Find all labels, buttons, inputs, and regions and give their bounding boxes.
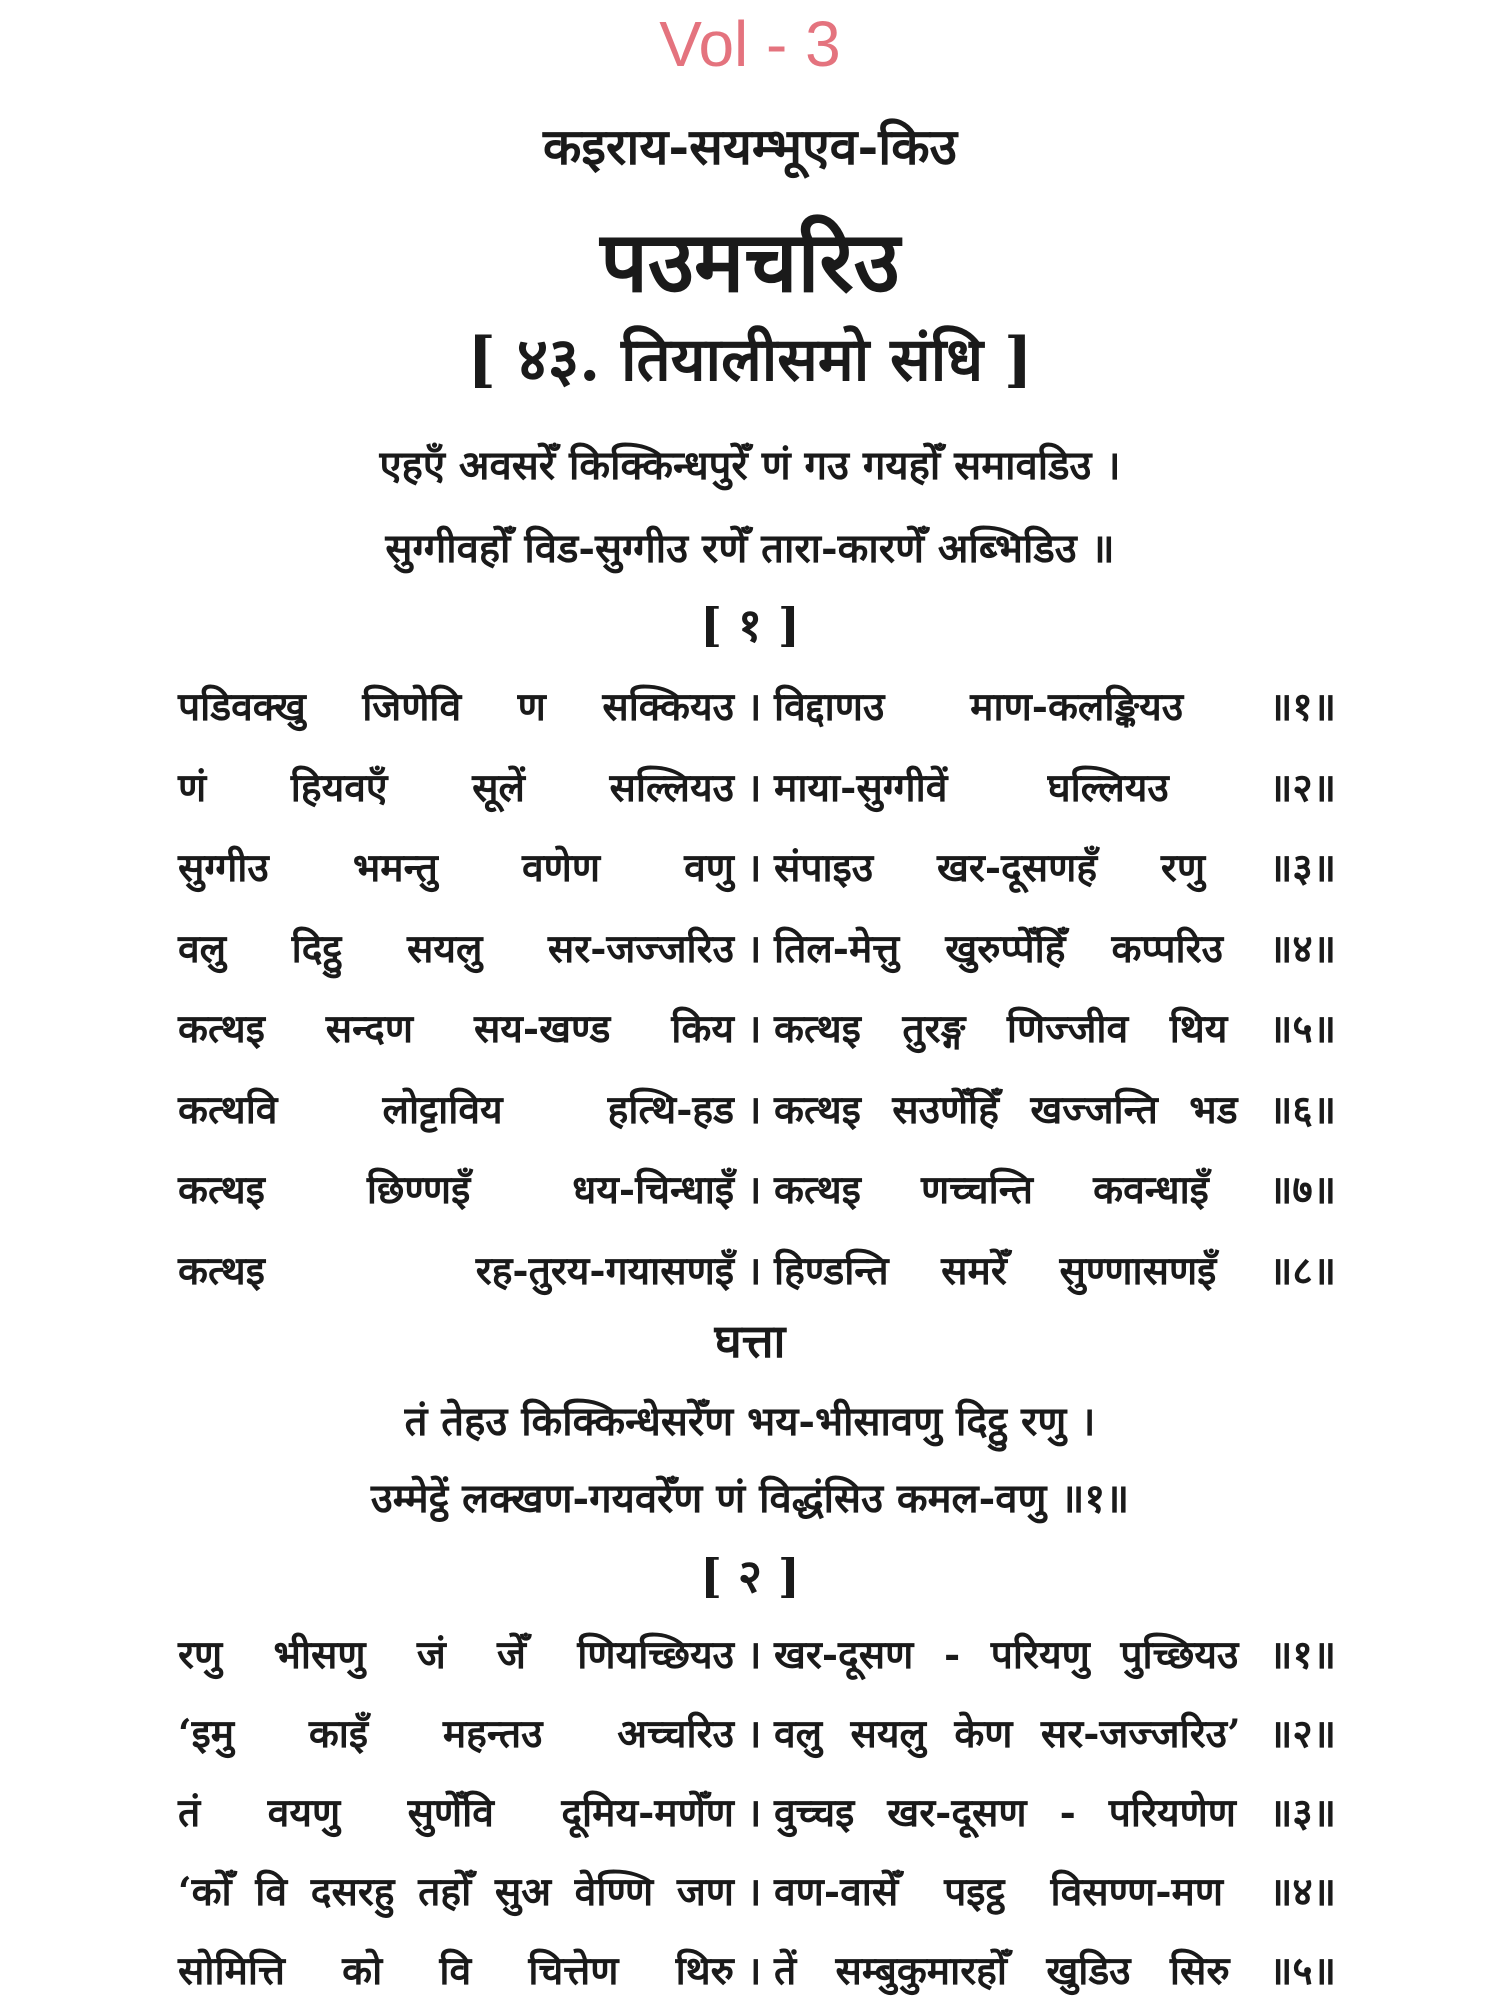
ghatta-line: तं तेहउ किक्किन्धेसरेँण भय-भीसावणु दिट्ठु रणु । (404, 1398, 1096, 1445)
ghatta-label: घत्ता (714, 1314, 786, 1368)
verse-word: खर-दूसणहँ (937, 845, 1098, 891)
verse-word: घल्लियउ (1047, 764, 1169, 811)
verse-word: वलु (774, 1711, 823, 1757)
verse-word: वेण्णि (574, 1869, 654, 1915)
verse-word: सर-जज्जरिउ (547, 925, 734, 972)
verse-first-half (178, 1785, 734, 1841)
verse-word: सयलु (406, 925, 483, 972)
verse-word: हियवएँ (290, 764, 388, 811)
verse-word: परियणु (990, 1632, 1090, 1678)
verse-word: पुच्छियउ (1120, 1632, 1239, 1678)
author-line: कइराय-सयम्भूएव-किउ (542, 117, 957, 176)
verse-word: जेँ (497, 1632, 526, 1678)
verse-second-half (774, 840, 1336, 896)
verse-line (178, 1082, 1336, 1138)
verse-word: रणु (178, 1632, 223, 1678)
verse-number: ॥२॥ (1268, 764, 1336, 811)
verse-word: वि (439, 1948, 472, 1994)
verse-number: ॥४॥ (1268, 925, 1336, 972)
verse-word: समरेँ (941, 1247, 1007, 1294)
verse-number: ॥६॥ (1268, 1086, 1336, 1133)
verse-word: णियच्छियउ (577, 1632, 734, 1678)
verse-word: रह-तुरय-गयासणइँ (475, 1247, 734, 1294)
verse-word: वणेण (521, 845, 601, 891)
verse-word: विद्दाणउ (774, 684, 885, 730)
verse-first-half (178, 1706, 734, 1762)
verse-word: भमन्तु (352, 845, 438, 891)
verse-first-half (178, 1001, 734, 1057)
danda-separator: । (746, 764, 762, 811)
verse-word: सयलु (850, 1711, 926, 1757)
danda-separator: । (746, 1869, 762, 1915)
verse-second-half (774, 1082, 1336, 1138)
verse-first-half (178, 1943, 734, 1999)
verse-second-half (774, 1943, 1336, 1999)
verse-word: खुडिउ (1046, 1948, 1131, 1994)
verse-number: ॥१॥ (1268, 1632, 1336, 1678)
verse-word: जिणेवि (362, 684, 462, 730)
verse-line (178, 1785, 1336, 1841)
danda-separator: । (746, 1247, 762, 1294)
verse-word: सम्बुकुमारहोँ (835, 1948, 1007, 1994)
verse-number: ॥७॥ (1268, 1167, 1336, 1213)
verse-word: ण (517, 684, 546, 730)
verse-line (178, 679, 1336, 735)
verse-word: कत्थइ (774, 1086, 861, 1133)
verse-word: हत्थि-हड (607, 1086, 734, 1133)
danda-separator: । (746, 845, 762, 891)
verse-number: ॥१॥ (1268, 684, 1336, 730)
verse-word: तें (774, 1948, 797, 1994)
verse-word: माया-सुग्गीवें (774, 764, 948, 811)
verse-word: सुणेँवि (407, 1790, 494, 1836)
verse-word: जं (416, 1632, 446, 1678)
danda-separator: । (746, 1711, 762, 1757)
verse-number: ॥३॥ (1268, 845, 1336, 891)
verse-word: कप्परिउ (1111, 925, 1223, 972)
verse-word: दूमिय-मणेँण (561, 1790, 734, 1836)
verse-line (178, 1706, 1336, 1762)
danda-separator: । (746, 1006, 762, 1052)
verse-second-half (774, 1785, 1336, 1841)
verse-first-half (178, 1082, 734, 1138)
verse-line (178, 760, 1336, 816)
verse-first-half (178, 1162, 734, 1218)
verse-second-half (774, 1001, 1336, 1057)
danda-separator: । (746, 1948, 762, 1994)
danda-separator: । (746, 1632, 762, 1678)
verse-second-half (774, 760, 1336, 816)
verse-first-half (178, 760, 734, 816)
verse-first-half (178, 679, 734, 735)
verse-second-half (774, 1706, 1336, 1762)
danda-separator: । (746, 684, 762, 730)
verse-word: सय-खण्ड (473, 1006, 611, 1052)
verse-word: - (943, 1632, 961, 1678)
verse-word: भीसणु (273, 1632, 366, 1678)
danda-separator: । (746, 1086, 762, 1133)
verse-second-half (774, 1162, 1336, 1218)
verse-line (178, 840, 1336, 896)
verse-word: तिल-मेत्तु (774, 925, 900, 972)
section-number: [ १ ] (700, 598, 800, 652)
verse-word: सन्दण (325, 1006, 414, 1052)
verse-word: सउणेँहिँ (892, 1086, 999, 1133)
verse-word: वुच्चइ (774, 1790, 855, 1836)
verse-first-half (178, 1864, 734, 1920)
danda-separator: । (746, 925, 762, 972)
verse-word: चित्तेण (528, 1948, 619, 1994)
verse-number: ॥५॥ (1268, 1948, 1336, 1994)
opening-line: एहएँ अवसरेँ किक्किन्धपुरेँ णं गउ गयहोँ समावडिउ । (379, 442, 1121, 489)
verse-line (178, 921, 1336, 977)
verse-word: हिण्डन्ति (774, 1247, 889, 1294)
verse-word: ‘इमु (178, 1711, 235, 1757)
verse-word: महन्तउ (442, 1711, 543, 1757)
verse-word: सक्कियउ (602, 684, 734, 730)
verse-word: कत्थइ (178, 1006, 265, 1052)
verse-word: वण-वासेँ (774, 1869, 899, 1915)
verse-word: सुग्गीउ (178, 845, 269, 891)
verse-word: पडिवक्खु (178, 684, 306, 730)
danda-separator: । (746, 1790, 762, 1836)
verse-word: लोट्टाविय (382, 1086, 503, 1133)
verse-word: थिरु (675, 1948, 734, 1994)
work-title: पउमचरिउ (600, 212, 900, 311)
verse-word: कवन्धाइँ (1093, 1167, 1209, 1213)
verse-word: तहोँ (418, 1869, 472, 1915)
verse-word: ‘कोँ (178, 1869, 232, 1915)
verse-word: काइँ (308, 1711, 369, 1757)
verse-number: ॥५॥ (1268, 1006, 1336, 1052)
verse-word: खर-दूसण (887, 1790, 1027, 1836)
verse-word: धय-चिन्धाइँ (572, 1167, 734, 1213)
verse-word: णच्चन्ति (921, 1167, 1034, 1213)
verse-word: तुरङ्ग (902, 1006, 966, 1052)
verse-number: ॥८॥ (1268, 1247, 1336, 1294)
verse-word: कत्थइ (774, 1167, 861, 1213)
verse-word: सल्लियउ (609, 764, 734, 811)
ghatta-line: उम्मेट्ठें लक्खण-गयवरेँण णं विद्धंसिउ कमल-वणु ॥१॥ (370, 1475, 1130, 1522)
verse-first-half (178, 1243, 734, 1299)
opening-line: सुग्गीवहोँ विड-सुग्गीउ रणेँ तारा-कारणेँ अब्भिडिउ ॥ (385, 525, 1115, 572)
verse-line (178, 1627, 1336, 1683)
verse-line (178, 1162, 1336, 1218)
verse-line (178, 1001, 1336, 1057)
verse-line (178, 1864, 1336, 1920)
section-number: [ २ ] (700, 1549, 800, 1603)
sandhi-heading: [ ४३. तियालीसमो संधि ] (467, 325, 1033, 395)
verse-line (178, 1243, 1336, 1299)
verse-word: वयणु (267, 1790, 341, 1836)
verse-word: तं (178, 1790, 201, 1836)
verse-second-half (774, 1864, 1336, 1920)
verse-word: णं (178, 764, 207, 811)
verse-word: - (1059, 1790, 1076, 1836)
verse-word: कत्थइ (178, 1247, 265, 1294)
verse-first-half (178, 921, 734, 977)
verse-word: खज्जन्ति (1030, 1086, 1158, 1133)
verse-word: अच्चरिउ (617, 1711, 734, 1757)
verse-word: थिय (1169, 1006, 1228, 1052)
verse-number: ॥२॥ (1268, 1711, 1336, 1757)
verse-second-half (774, 1243, 1336, 1299)
verse-line (178, 1943, 1336, 1999)
verse-word: छिण्णइँ (366, 1167, 471, 1213)
verse-word: सुण्णासणइँ (1059, 1247, 1217, 1294)
verse-word: सर-जज्जरिउ’ (1040, 1711, 1241, 1757)
verse-word: दसरहु (310, 1869, 395, 1915)
verse-word: पइट्ठ (944, 1869, 1005, 1915)
verse-word: वणु (684, 845, 734, 891)
verse-second-half (774, 921, 1336, 977)
verse-second-half (774, 679, 1336, 735)
verse-word: कत्थइ (774, 1006, 861, 1052)
verse-word: केण (954, 1711, 1013, 1757)
verse-word: सोमित्ति (178, 1948, 285, 1994)
verse-word: सिरु (1169, 1948, 1230, 1994)
verse-word: णिज्जीव (1006, 1006, 1129, 1052)
verse-word: सुअ (494, 1869, 552, 1915)
verse-first-half (178, 840, 734, 896)
verse-word: वि (255, 1869, 288, 1915)
danda-separator: । (746, 1167, 762, 1213)
verse-first-half (178, 1627, 734, 1683)
verse-word: कत्थइ (178, 1167, 265, 1213)
verse-number: ॥३॥ (1268, 1790, 1336, 1836)
volume-label: Vol - 3 (659, 8, 841, 80)
verse-word: संपाइउ (774, 845, 874, 891)
verse-word: दिट्ठु (291, 925, 342, 972)
verse-word: कत्थवि (178, 1086, 278, 1133)
verse-word: को (342, 1948, 383, 1994)
verse-word: विसण्ण-मण (1050, 1869, 1224, 1915)
verse-word: खुरुप्पेँहिँ (945, 925, 1066, 972)
verse-word: जण (676, 1869, 734, 1915)
verse-word: वलु (178, 925, 227, 972)
verse-word: भड (1189, 1086, 1238, 1133)
verse-word: किय (671, 1006, 734, 1052)
verse-second-half (774, 1627, 1336, 1683)
verse-word: माण-कलङ्कियउ (970, 684, 1184, 730)
verse-number: ॥४॥ (1268, 1869, 1336, 1915)
verse-word: परियणेण (1108, 1790, 1236, 1836)
verse-word: सूलें (472, 764, 525, 811)
verse-word: रणु (1160, 845, 1206, 891)
verse-word: खर-दूसण (774, 1632, 914, 1678)
